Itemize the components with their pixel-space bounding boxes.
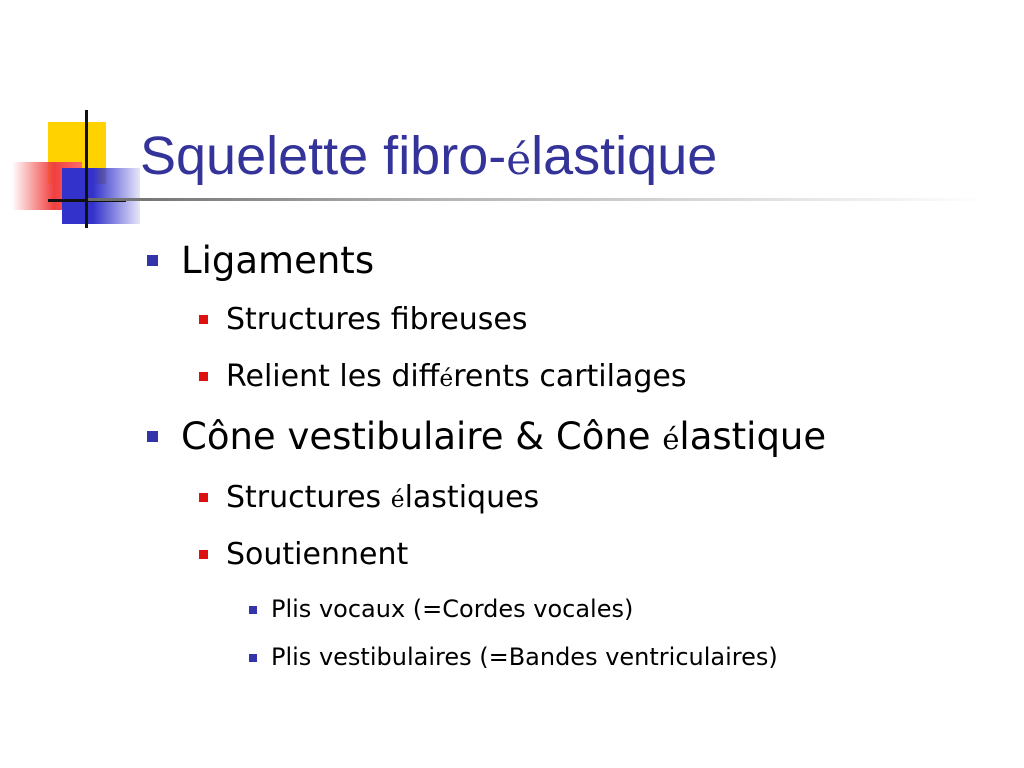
bullet-text: Ligaments: [181, 239, 375, 282]
title-accent: é: [506, 135, 532, 184]
bullet-text: Plis vocaux (=Cordes vocales): [271, 595, 634, 623]
bullet-text-accent: é: [662, 422, 680, 456]
bullet-square-icon: [249, 606, 257, 614]
title-suffix: lastique: [531, 126, 718, 186]
bullet-text-accent: é: [390, 485, 405, 513]
bullet-text-suffix: lastiques: [404, 480, 540, 515]
bullet-item: [226, 302, 528, 337]
bullet-square-icon: [199, 372, 208, 381]
bullet-square-icon: [147, 431, 158, 442]
bullet-item: [226, 359, 686, 394]
bullet-item: [271, 595, 633, 623]
logo-blue-square: [62, 168, 140, 224]
bullet-text-accent: é: [439, 364, 454, 392]
title-divider: [88, 198, 988, 201]
bullet-item: [226, 537, 408, 572]
bullet-text: Plis vestibulaires (=Bandes ventriculaires): [271, 643, 778, 671]
bullet-square-icon: [147, 255, 158, 266]
bullet-square-icon: [249, 654, 257, 662]
bullet-square-icon: [199, 315, 208, 324]
bullet-square-icon: [199, 550, 208, 559]
bullet-square-icon: [199, 493, 208, 502]
bullet-item: [271, 643, 778, 671]
bullet-text-prefix: Structures: [226, 480, 391, 515]
title-prefix: Squelette fibro-: [140, 126, 507, 186]
bullet-item: [226, 480, 539, 515]
bullet-item: [181, 415, 826, 458]
bullet-text-prefix: Cône vestibulaire & Cône: [181, 415, 663, 458]
bullet-item: [181, 239, 374, 282]
logo-vertical-line: [85, 110, 88, 228]
slide-title: [140, 124, 717, 192]
bullet-text-suffix: lastique: [679, 415, 827, 458]
bullet-text-prefix: Relient les diff: [226, 359, 440, 394]
bullet-text-suffix: rents cartilages: [453, 359, 687, 394]
bullet-text: Structures fibreuses: [226, 302, 528, 337]
bullet-text: Soutiennent: [226, 537, 409, 572]
decorative-logo: [0, 100, 160, 240]
